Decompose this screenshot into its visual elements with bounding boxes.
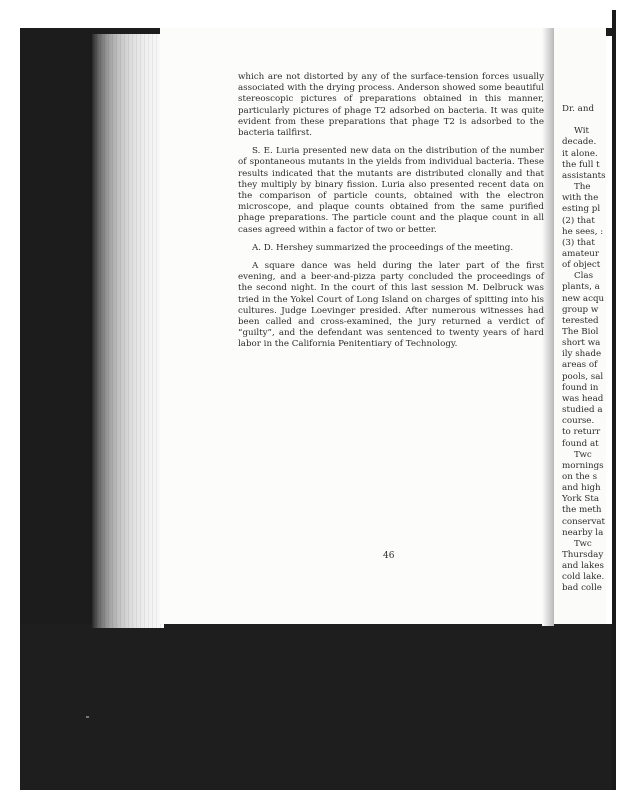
right-page-line: he sees, : bbox=[562, 226, 604, 237]
dust-speck bbox=[86, 716, 89, 718]
paragraph-hershey: A. D. Hershey summarized the proceedings of the meeting. bbox=[252, 242, 514, 253]
right-page-line: (2) that bbox=[562, 215, 595, 226]
right-page-line: found at bbox=[562, 438, 599, 449]
right-page-line: was head bbox=[562, 393, 604, 404]
right-page-line: and high bbox=[562, 483, 601, 494]
right-page-line: short wa bbox=[562, 338, 601, 349]
right-page-line: to returr bbox=[562, 427, 601, 438]
right-page-line: The bbox=[574, 182, 591, 193]
scanner-background-bottom bbox=[20, 624, 612, 790]
page-number: 46 bbox=[383, 551, 395, 561]
right-page-line: Wit bbox=[574, 126, 590, 137]
right-page-line: areas of bbox=[562, 360, 598, 371]
right-page bbox=[554, 28, 606, 624]
right-page-line: plants, a bbox=[562, 282, 600, 293]
book-page-edges bbox=[92, 34, 164, 628]
right-page-line: cold lake. bbox=[562, 572, 605, 583]
right-page-line: decade. bbox=[562, 137, 597, 148]
right-page-line: Dr. and bbox=[562, 104, 595, 114]
right-page-line: group w bbox=[562, 304, 599, 315]
right-page-line: assistants bbox=[562, 170, 606, 181]
paragraph-square-dance: A square dance was held during the later part of the first evening, and a beer-and-pizza party concluded the proceedings of the second night. In the court of this last session M. Delbruck was tried in the Yokel Court of Long Island on charges of spitting into his cultures. Judge Loevinger presided. After numerous witnesses had been called and cross-examined, the jury returned a verdict of “guilty”, and the defendant was sentenced to twenty years of hard labor in the California Penitentiary of Technology. bbox=[238, 261, 544, 350]
right-page-line: course. bbox=[562, 416, 595, 427]
left-page-text bbox=[238, 72, 544, 358]
right-page-line: nearby la bbox=[562, 527, 604, 538]
right-page-line: (3) that bbox=[562, 237, 595, 248]
right-page-line: bad colle bbox=[562, 583, 602, 594]
right-page-line: Clas bbox=[574, 271, 594, 282]
paragraph-luria: S. E. Luria presented new data on the distribution of the number of spontaneous mutants in the yields from individual bacteria. These results indicated that the mutants are distributed clonally and that they multiply by binary fission. Luria also presented recent data on the comparison of particle counts, obtained with the electron microscope, and plaque counts obtained from the same purified phage preparations. The particle count and the plaque count in all cases agreed within a factor of two or better. bbox=[238, 146, 544, 235]
paragraph-continuation: which are not distorted by any of the surface-tension forces usually associated with the drying process. Anderson showed some beautiful stereoscopic pictures of preparations obtained in this manner, particularly pictures of phage T2 adsorbed on bacteria. It was quite evident from these preparations that phage T2 is adsorbed to the bacteria tailfirst. bbox=[238, 72, 544, 139]
right-page-line: the full t bbox=[562, 159, 600, 170]
right-page-line: Twc bbox=[574, 538, 592, 549]
right-page-line: with the bbox=[562, 193, 599, 204]
right-page-line: The Biol bbox=[562, 327, 599, 337]
right-page-line: studied a bbox=[562, 405, 603, 416]
right-page-line: on the s bbox=[562, 471, 598, 482]
right-page-line: terested bbox=[562, 315, 599, 326]
right-page-line: pools, sal bbox=[562, 371, 604, 382]
right-page-line: Thursday bbox=[562, 550, 604, 560]
right-page-line: amateur bbox=[562, 248, 599, 259]
right-page-line: it alone. bbox=[562, 148, 598, 159]
right-page-line: and lakes bbox=[562, 561, 604, 572]
right-page-line: found in bbox=[562, 382, 599, 393]
right-page-line: ily shade bbox=[562, 349, 602, 360]
right-page-line: new acqu bbox=[562, 293, 605, 304]
right-page-line: esting pl bbox=[562, 204, 601, 215]
right-page-line: mornings bbox=[562, 460, 604, 471]
right-page-line: York Sta bbox=[562, 494, 600, 505]
right-page-line: Twc bbox=[574, 449, 592, 460]
right-page-line: of object bbox=[562, 260, 601, 271]
right-page-line: conservat bbox=[562, 516, 606, 527]
right-page-line: the meth bbox=[562, 505, 602, 516]
